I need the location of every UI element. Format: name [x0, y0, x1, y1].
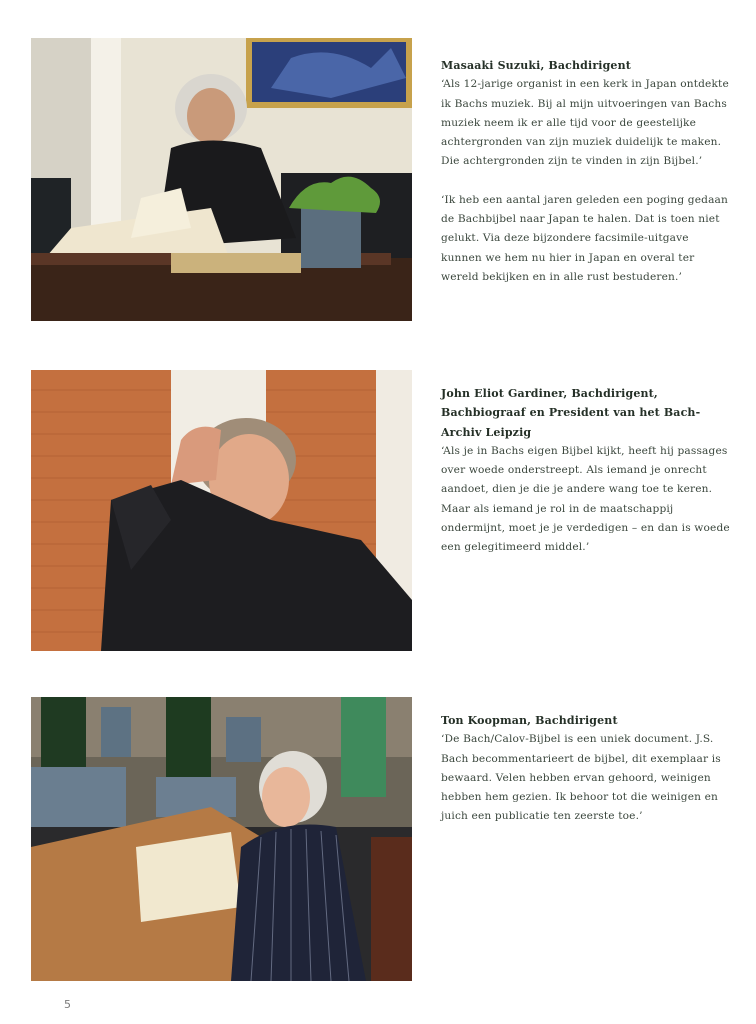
entry-quote: ‘Ik heb een aantal jaren geleden een poging gedaan de Bachbijbel naar Japan te halen. Dat is toen niet gelukt. Via deze bijzondere facsimile-uitgave kunnen we hem nu hier in Japan en overal ter wereld bekijken en in alle rust bestuderen.’: [441, 193, 728, 283]
entry-quote: ‘Als 12-jarige organist in een kerk in Japan ontdekte ik Bachs muziek. Bij al mijn uitvoeringen van Bachs muziek neem ik er alle tijd voor de geestelijke achtergronden van zijn muziek duidelijk te maken. Die achtergronden zijn te vinden in zijn Bijbel.’: [441, 78, 729, 168]
entry-heading: Ton Koopman, Bachdirigent: [441, 714, 618, 727]
photo-masaaki-suzuki: [31, 38, 412, 321]
photo-john-eliot-gardiner: [31, 370, 412, 651]
page-number: 5: [64, 998, 71, 1011]
entry-heading: John Eliot Gardiner, Bachdirigent, Bachbiograaf en President van het Bach-Archiv Leipzig: [441, 387, 701, 439]
photo-ton-koopman: [31, 697, 412, 981]
entry-masaaki-suzuki: [441, 56, 731, 306]
entry-heading: Masaaki Suzuki, Bachdirigent: [441, 59, 631, 72]
entry-john-eliot-gardiner: [441, 384, 731, 577]
entry-ton-koopman: [441, 711, 731, 846]
entry-quote: ‘De Bach/Calov-Bijbel is een uniek document. J.S. Bach becommentarieert de bijbel, dit exemplaar is bewaard. Velen hebben ervan gehoord, weinigen hebben hem gezien. Ik behoor tot die weinigen en juich een publicatie ten zeerste toe.’: [441, 733, 721, 823]
entry-quote: ‘Als je in Bachs eigen Bijbel kijkt, heeft hij passages over woede onderstreept. Als iemand je onrecht aandoet, dien je die je andere wang toe te keren. Maar als iemand je rol in de maatschappij ondermijnt, moet je je verdedigen – en dan is woede een gelegitimeerd middel.’: [441, 444, 730, 554]
